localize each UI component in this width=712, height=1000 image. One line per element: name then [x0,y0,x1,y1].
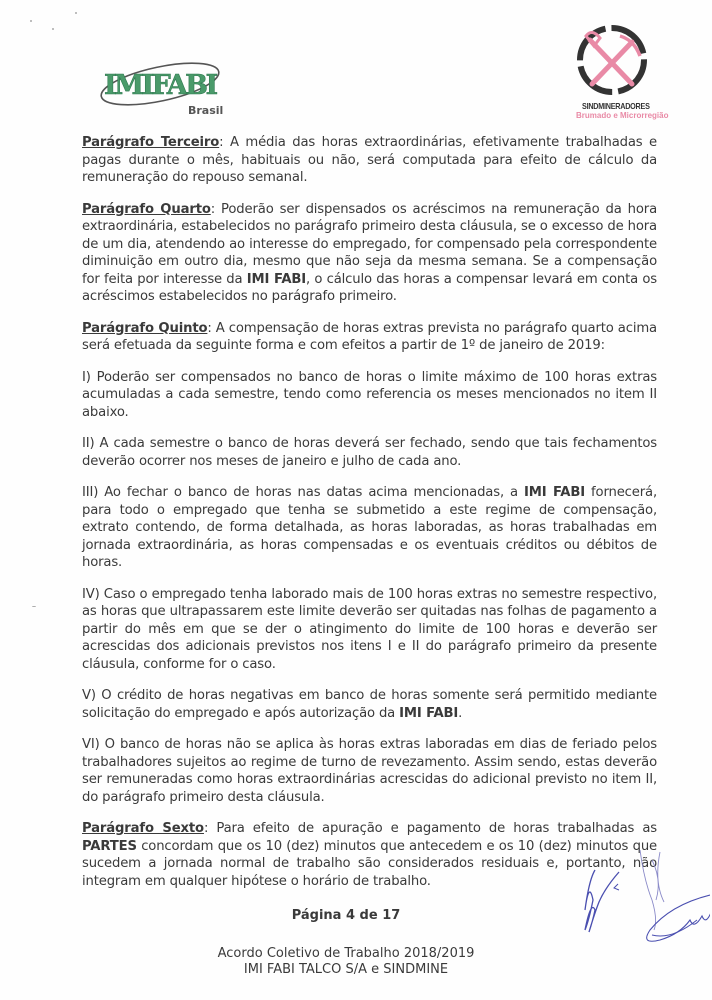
crossed-tools-icon [572,22,652,100]
item-text: . [458,705,463,721]
company-name: IMI FABI [246,271,307,287]
item-i: I) Poderão ser compensados no banco de horas o limite máximo de 100 horas extras acumuladas a cada semestre, tendo como referencia os meses mencionados no item II abaixo. [82,369,657,420]
svg-text:IMIFABI: IMIFABI [104,70,216,101]
paragraph-heading: Parágrafo Quinto [82,320,208,336]
paragraph-text: , o cálculo das horas a compensar levará em conta os acréscimos estabelecidos no parágrafo primeiro. [82,271,658,304]
item-text: V) O crédito de horas negativas em banco de horas somente será permitido mediante solicitação do empregado e após autorização da [82,688,657,721]
paragraph-text: : A média das horas extraordinárias, efetivamente trabalhadas e pagas durante o mês, habituais ou não, será computada para efeito de cálculo da remuneração do repouso semanal. [82,135,657,185]
document-body [82,134,657,904]
footer-line-1: Acordo Coletivo de Trabalho 2018/2019 [217,946,475,961]
item-vi: VI) O banco de horas não se aplica às horas extras laboradas em dias de feriado pelos trabalhadores sujeitos ao regime de turno de revezamento. Assim sendo, estas deverão ser remuneradas como horas extraordinárias acrescidas do adicional previsto no item II, do parágrafo primeiro desta cláusula. [82,737,657,805]
paragraph-heading: Parágrafo Terceiro [82,135,220,150]
paragraph-quarto [82,201,657,306]
imifabi-logo-subtitle: Brasil [188,104,224,117]
paragraph-text: concordam que os 10 (dez) minutos que antecedem e os 10 (dez) minutos que sucedem a jornada normal de trabalho são considerados residuais e, portanto, não integram em qualquer hipótese o horário de trabalho. [82,838,657,889]
paragraph-text: : A compensação de horas extras prevista no parágrafo quarto acima será efetuada da seguinte forma e com efeitos a partir de 1º de janeiro de 2019: [82,320,657,353]
item-text: III) Ao fechar o banco de horas nas datas acima mencionadas, a [82,485,525,500]
sindmineradores-logo [552,22,682,122]
paragraph-text: : Para efeito de apuração e pagamento de horas trabalhadas as [203,821,657,836]
company-name: IMI FABI [399,705,459,721]
item-iii [82,484,657,572]
page-number: Página 4 de 17 [291,908,401,923]
scan-speck [32,606,36,607]
partes-label: PARTES [82,838,137,854]
item-iv: IV) Caso o empregado tenha laborado mais de 100 horas extras no semestre respectivo, as horas que ultrapassarem este limite deverão ser quitadas nas folhas de pagamento a partir do mês em que se der o atingimento do limite de 100 horas e deverão ser acrescidas dos adicionais previstos nos itens I e II do parágrafo primeiro da presente cláusula, conforme for o caso. [82,586,657,672]
sindmineradores-region: Brumado e Microrregião [576,111,669,120]
imifabi-logo [98,58,238,120]
scan-speck [75,12,77,14]
scan-speck [52,28,54,30]
company-name: IMI FABI [524,485,586,500]
item-ii: II) A cada semestre o banco de horas deverá ser fechado, sendo que tais fechamentos deverão ocorrer nos meses de janeiro e julho de cada ano. [82,436,657,469]
paragraph-terceiro [82,134,657,187]
sindmineradores-name: SINDMINERADORES [582,101,650,111]
signatures [560,850,710,960]
paragraph-quinto [82,320,657,355]
paragraph-text: : Poderão ser dispensados os acréscimos na remuneração da hora extraordinária, estabelecidos no parágrafo primeiro desta cláusula, se o excesso de hora de um dia, atendendo ao interesse do empregado, for compensado pela correspondente diminuição em outro dia, mesmo que não seja da mesma semana. Se a compensação for feita por interesse da [82,201,657,287]
handwritten-signatures [560,850,710,960]
item-v [82,687,657,722]
scan-speck [30,20,32,22]
footer-line-2: IMI FABI TALCO S/A e SINDMINE [243,962,449,977]
document-footer [0,946,712,978]
paragraph-heading: Parágrafo Quarto [82,201,211,217]
paragraph-heading: Parágrafo Sexto [82,821,204,836]
item-text: fornecerá, para todo o empregado que tenha se submetido a este regime de compensação, extrato contendo, de forma detalhada, as horas laboradas, as horas trabalhadas em jornada extraordinária, as horas compensadas e os eventuais créditos ou débitos de horas. [82,485,657,570]
imifabi-logo-mark [98,58,228,108]
